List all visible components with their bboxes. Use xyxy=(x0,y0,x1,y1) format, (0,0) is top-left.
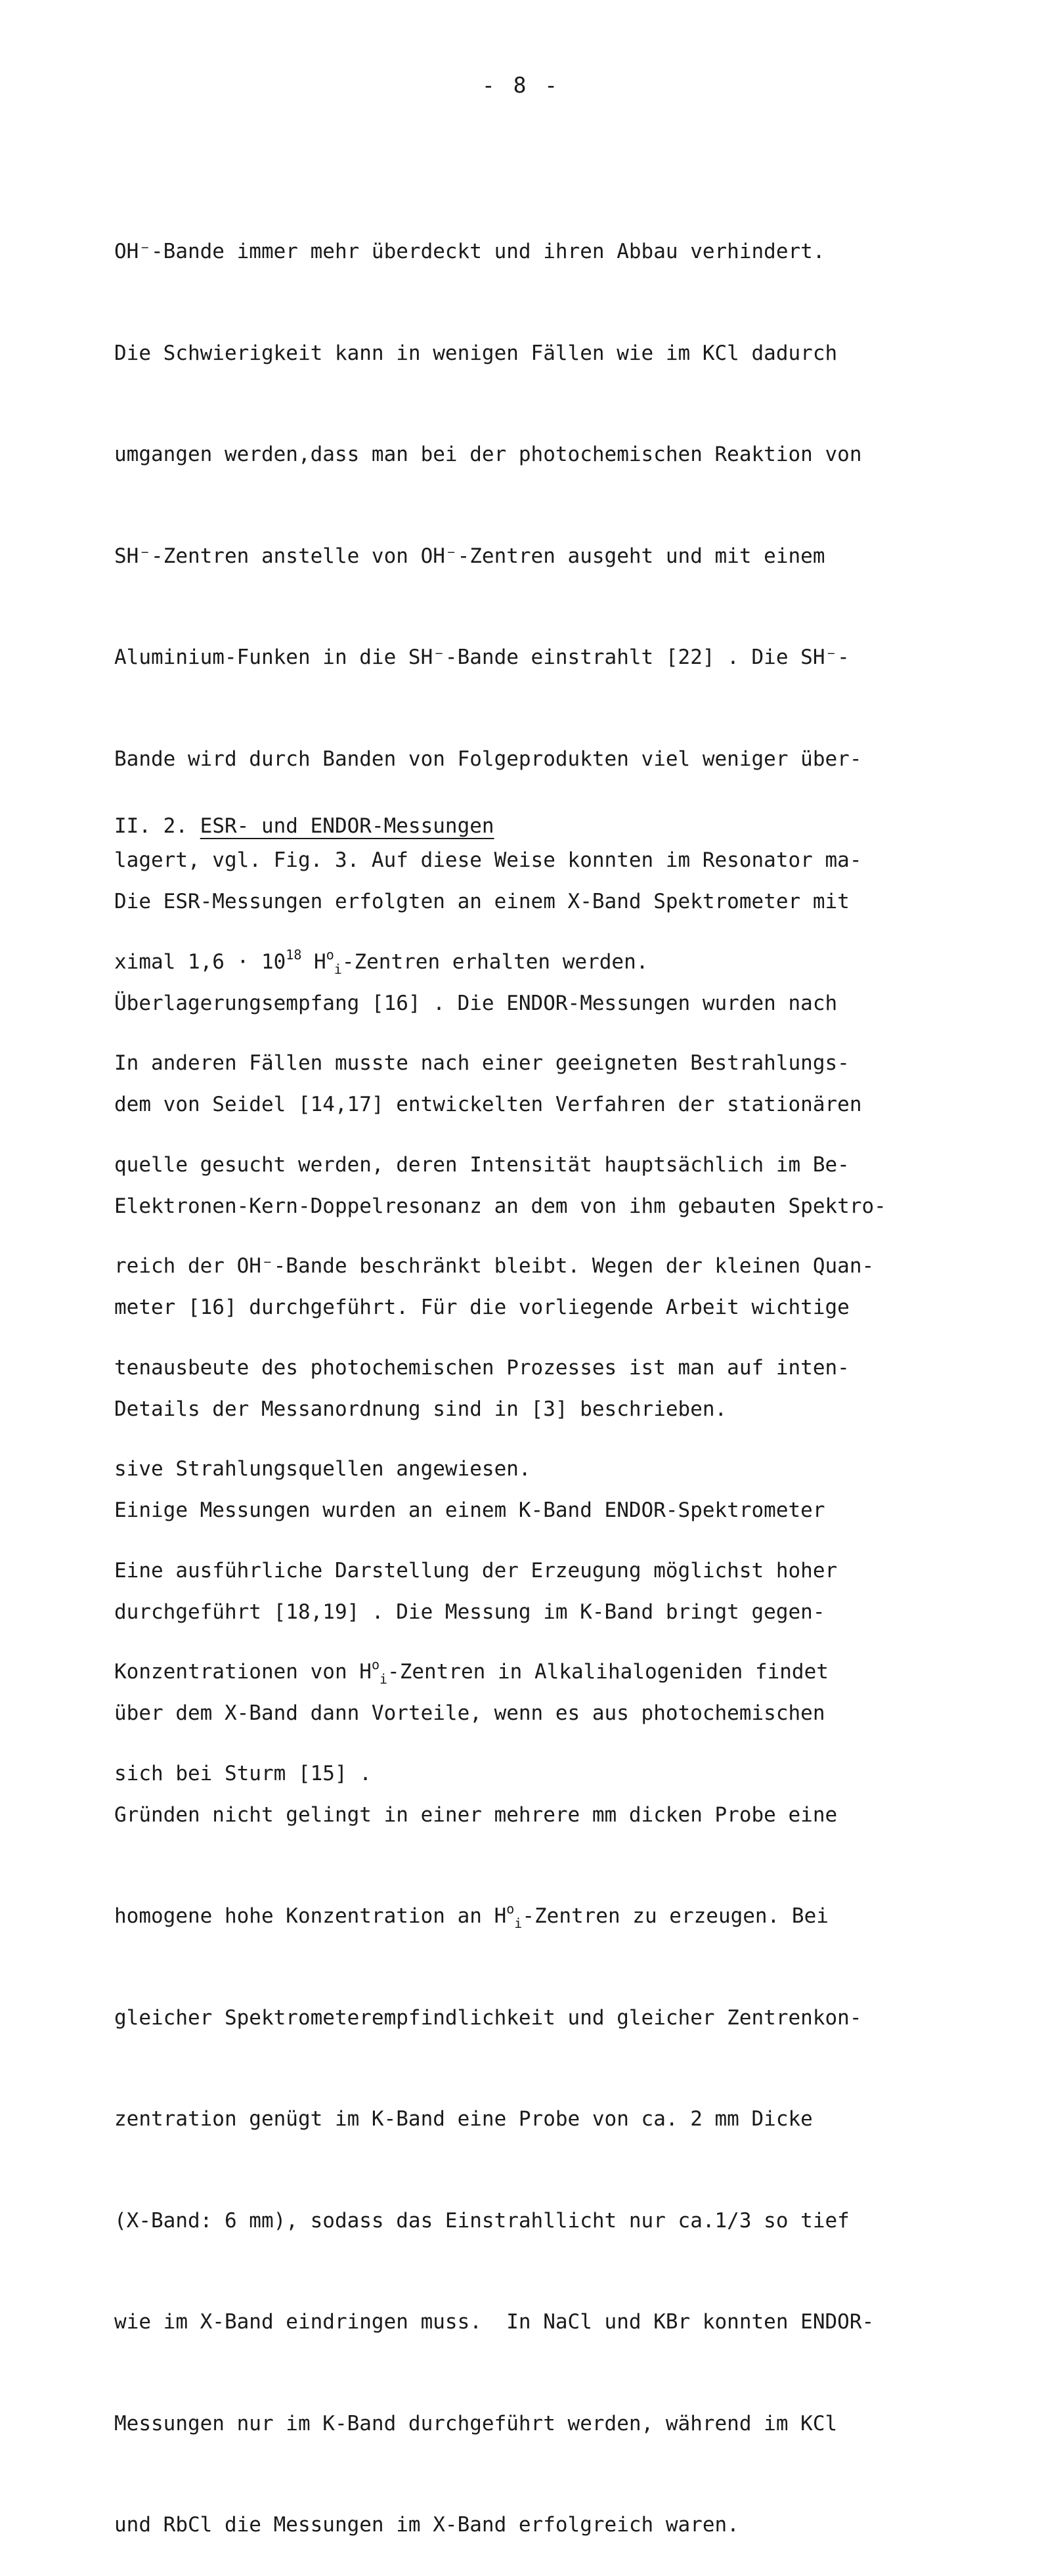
paragraph-2 xyxy=(114,818,981,2576)
text-line: Details der Messanordnung sind in [3] beschrieben. xyxy=(114,1397,727,1421)
text-line: Aluminium-Funken in die SH⁻-Bande einstrahlt [22] . Die SH⁻- xyxy=(114,645,850,669)
text-line: Bande wird durch Banden von Folgeprodukten viel weniger über- xyxy=(114,747,862,771)
text-line: durchgeführt [18,19] . Die Messung im K-Band bringt gegen- xyxy=(114,1600,825,1624)
text-line: Die ESR-Messungen erfolgten an einem X-Band Spektrometer mit xyxy=(114,890,850,913)
text-line: Die Schwierigkeit kann in wenigen Fällen wie im KCl dadurch xyxy=(114,341,838,365)
text-fragment: H xyxy=(301,950,326,974)
text-line: lagert, vgl. Fig. 3. Auf diese Weise konnten im Resonator ma- xyxy=(114,848,862,872)
exponent: 18 xyxy=(286,946,302,963)
subscript: i xyxy=(334,961,342,977)
text-line: meter [16] durchgeführt. Für die vorliegende Arbeit wichtige xyxy=(114,1296,850,1319)
text-line: Elektronen-Kern-Doppelresonanz an dem von ihm gebauten Spektro- xyxy=(114,1194,886,1218)
superscript: o xyxy=(326,946,334,963)
text-line: Gründen nicht gelingt in einer mehrere mm dicken Probe eine xyxy=(114,1802,838,1827)
text-fragment: -Zentren erhalten werden. xyxy=(341,950,649,974)
text-fragment: ximal 1,6 · 10 xyxy=(114,950,286,974)
subscript: i xyxy=(514,1915,523,1931)
text-line: (X-Band: 6 mm), sodass das Einstrahllicht nur ca.1/3 so tief xyxy=(114,2208,850,2233)
text-line: quelle gesucht werden, deren Intensität hauptsächlich im Be- xyxy=(114,1152,850,1177)
page-number: - 8 - xyxy=(481,72,561,98)
text-line: OH⁻-Bande immer mehr überdeckt und ihren Abbau verhindert. xyxy=(114,240,825,263)
text-fragment: homogene hohe Konzentration an H xyxy=(114,1904,507,1928)
text-line: und RbCl die Messungen im X-Band erfolgreich waren. xyxy=(114,2513,739,2537)
text-line: In anderen Fällen musste nach einer geeigneten Bestrahlungs- xyxy=(114,1051,850,1075)
text-line: sich bei Sturm [15] . xyxy=(114,1761,372,1785)
text-line: Einige Messungen wurden an einem K-Band ENDOR-Spektrometer xyxy=(114,1498,825,1522)
superscript: o xyxy=(371,1657,380,1672)
text-line-with-formula xyxy=(114,1900,981,1934)
text-fragment: -Zentren zu erzeugen. Bei xyxy=(522,1904,829,1928)
text-line: SH⁻-Zentren anstelle von OH⁻-Zentren ausgeht und mit einem xyxy=(114,544,825,568)
text-fragment: Konzentrationen von H xyxy=(114,1660,372,1684)
text-line: wie im X-Band eindringen muss. In NaCl und KBr konnten ENDOR- xyxy=(114,2310,875,2334)
text-line: Messungen nur im K-Band durchgeführt werden, während im KCl xyxy=(114,2411,838,2435)
superscript: o xyxy=(506,1901,515,1917)
text-fragment: -Zentren in Alkalihalogeniden findet xyxy=(387,1660,829,1684)
section-title: ESR- und ENDOR-Messungen xyxy=(200,814,494,838)
text-line: Überlagerungsempfang [16] . Die ENDOR-Messungen wurden nach xyxy=(114,991,838,1015)
text-line: über dem X-Band dann Vorteile, wenn es aus photochemischen xyxy=(114,1701,825,1725)
text-line: dem von Seidel [14,17] entwickelten Verfahren der stationären xyxy=(114,1093,862,1116)
text-line: tenausbeute des photochemischen Prozesses ist man auf inten- xyxy=(114,1355,850,1380)
section-number: II. 2. xyxy=(114,814,200,838)
text-line: zentration genügt im K-Band eine Probe von ca. 2 mm Dicke xyxy=(114,2107,813,2131)
text-line: gleicher Spektrometerempfindlichkeit und gleicher Zentrenkon- xyxy=(114,2005,862,2030)
text-line: Eine ausführliche Darstellung der Erzeugung möglichst hoher xyxy=(114,1558,838,1583)
text-line: umgangen werden,dass man bei der photochemischen Reaktion von xyxy=(114,443,862,466)
text-line: sive Strahlungsquellen angewiesen. xyxy=(114,1457,531,1481)
text-line: reich der OH⁻-Bande beschränkt bleibt. Wegen der kleinen Quan- xyxy=(114,1254,875,1278)
subscript: i xyxy=(379,1671,388,1687)
